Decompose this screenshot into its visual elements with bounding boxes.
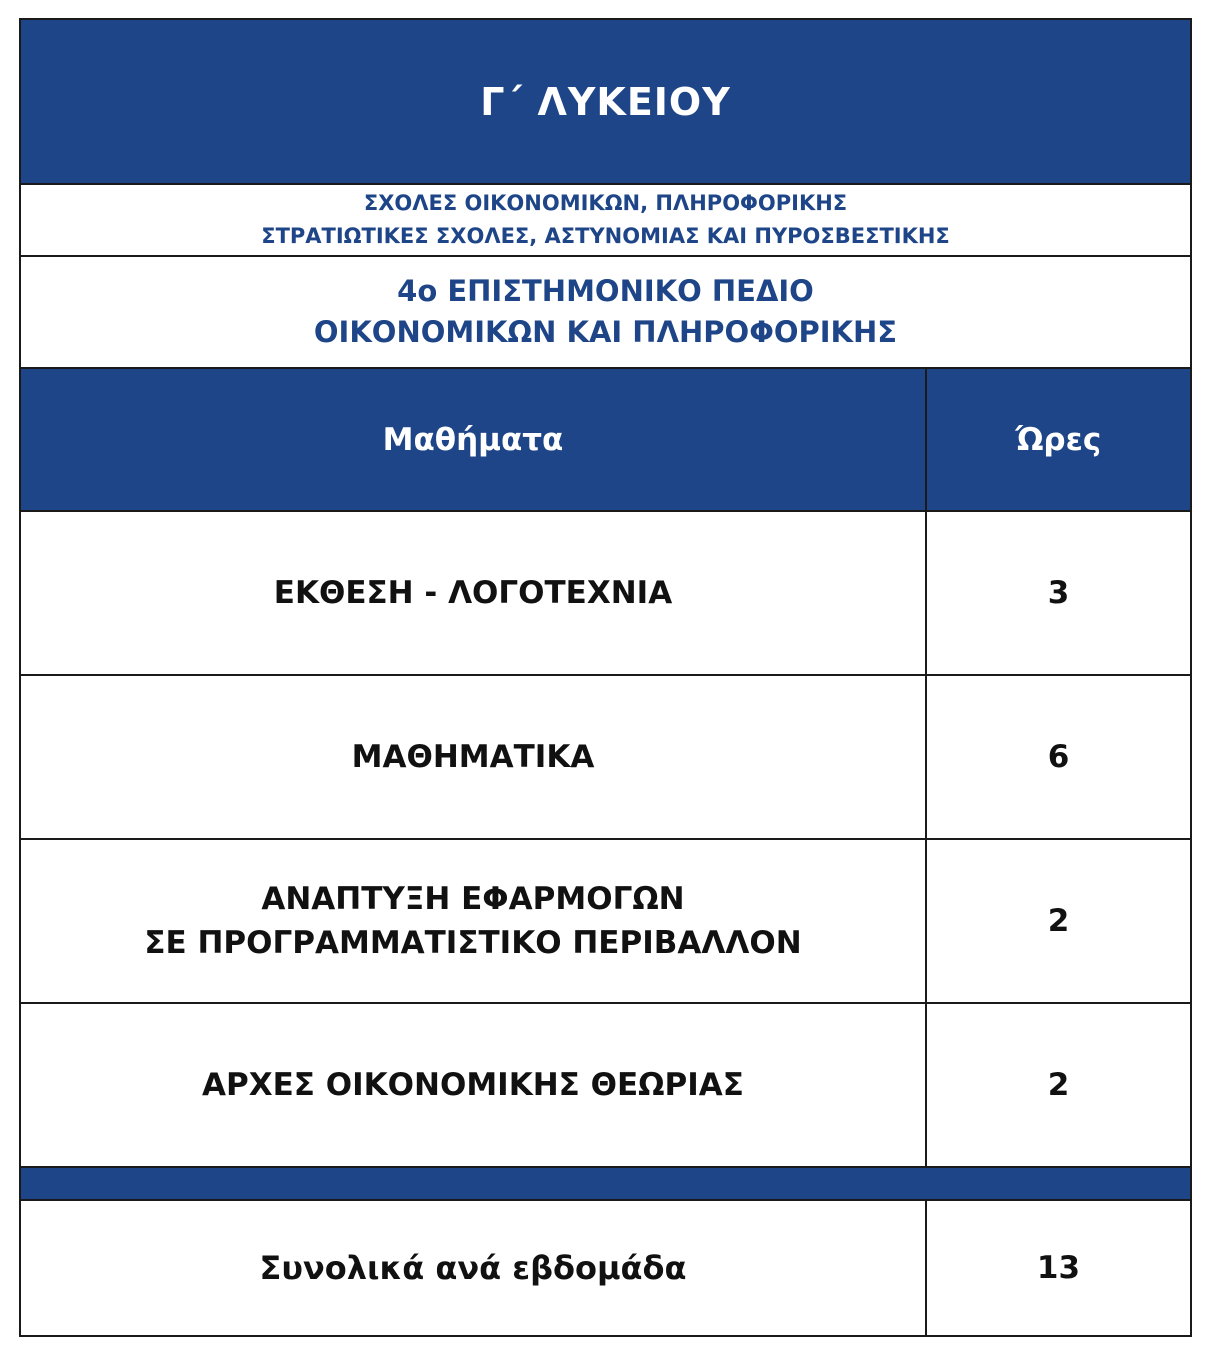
table-row: [21, 512, 1190, 676]
subject-hours: 3: [1047, 575, 1070, 611]
schools-row: [21, 185, 1190, 257]
subject-name: ΑΡΧΕΣ ΟΙΚΟΝΟΜΙΚΗΣ ΘΕΩΡΙΑΣ: [202, 1067, 744, 1103]
subject-name: ΕΚΘΕΣΗ - ΛΟΓΟΤΕΧΝΙΑ: [273, 575, 673, 611]
subject-hours: 6: [1047, 739, 1070, 775]
total-row: [21, 1201, 1190, 1335]
total-hours: 13: [1036, 1250, 1081, 1286]
scientific-field-text: 4ο ΕΠΙΣΤΗΜΟΝΙΚΟ ΠΕΔΙΟ ΟΙΚΟΝΟΜΙΚΩΝ ΚΑΙ ΠΛΗΡΟΦΟΡΙΚΗΣ: [313, 274, 898, 349]
total-label: Συνολικά ανά εβδομάδα: [259, 1249, 687, 1287]
page-title: Γ΄ ΛΥΚΕΙΟΥ: [480, 79, 731, 124]
table-row: [21, 1004, 1190, 1168]
field-row: [21, 257, 1190, 369]
title-banner: [21, 20, 1190, 185]
schools-text: ΣΧΟΛΕΣ ΟΙΚΟΝΟΜΙΚΩΝ, ΠΛΗΡΟΦΟΡΙΚΗΣ ΣΤΡΑΤΙΩΤΙΚΕΣ ΣΧΟΛΕΣ, ΑΣΤΥΝΟΜΙΑΣ ΚΑΙ ΠΥΡΟΣΒΕΣΤΙΚΗΣ: [261, 191, 950, 248]
header-hours: Ώρες: [1015, 421, 1102, 458]
table-row: [21, 840, 1190, 1004]
subject-name: ΑΝΑΠΤΥΞΗ ΕΦΑΡΜΟΓΩΝ ΣΕ ΠΡΟΓΡΑΜΜΑΤΙΣΤΙΚΟ ΠΕΡΙΒΑΛΛΟΝ: [144, 881, 802, 961]
table-header-row: [21, 369, 1190, 512]
separator-bar: [21, 1168, 1190, 1201]
schedule-table: [19, 18, 1192, 1337]
subject-name: ΜΑΘΗΜΑΤΙΚΑ: [351, 739, 595, 775]
subject-hours: 2: [1047, 903, 1070, 939]
header-subjects: Μαθήματα: [382, 421, 564, 458]
subject-hours: 2: [1047, 1067, 1070, 1103]
table-row: [21, 676, 1190, 840]
